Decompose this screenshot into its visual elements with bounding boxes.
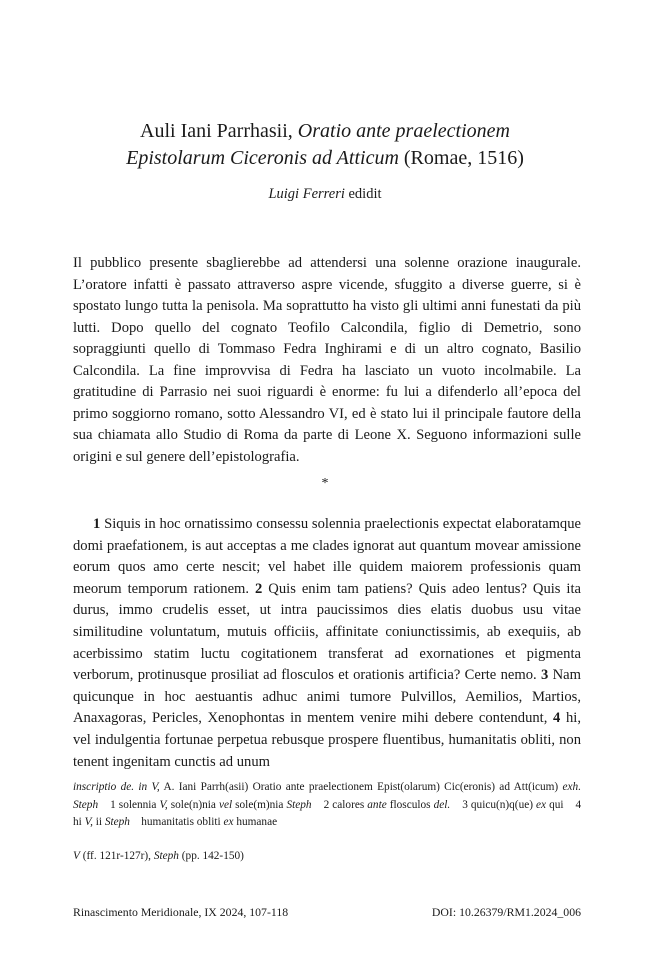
title-author: Auli Iani Parrhasii, (140, 120, 293, 142)
app-number-3: 3 (462, 798, 468, 811)
app-number-2: 2 (323, 798, 330, 811)
app-lemma-1: inscriptio de. in V, (73, 781, 160, 793)
app-text-11: ante (367, 798, 387, 811)
critical-apparatus (73, 779, 581, 832)
footer-journal: Rinascimento Meridionale, IX 2024, 107-118 (73, 905, 289, 919)
section-number-4: 4 (553, 710, 561, 727)
section-number-3: 3 (540, 667, 549, 684)
app-text-16: qui (549, 798, 564, 811)
app-text-5: V, (159, 798, 168, 811)
footer-doi: DOI: 10.26379/RM1.2024_006 (431, 905, 581, 919)
page-title (0, 118, 650, 172)
app-text-19: ii (95, 816, 103, 828)
siglum-steph-range: (pp. 142-150) (181, 850, 244, 862)
app-text-22: ex (223, 816, 234, 828)
latin-text (73, 514, 581, 773)
app-number-4: 4 (575, 798, 582, 811)
app-text-23: humanae (236, 816, 278, 828)
abstract-paragraph: Il pubblico presente sbaglierebbe ad attendersi una solenne orazione inaugurale. L’oratore infatti è passato attraverso aspre vicende, sfuggito a diverse guerre, si è spostato lungo tutta la penisola. Ma soprattutto ha visto gli ultimi anni funestati da più lutti. Dopo quello del cognato Teofilo Calcondila, figlio di Demetrio, sono sopraggiunti quello di Tommaso Fedra Inghirami e di un altro cognato, Basilio Calcondila. La fine improvvisa di Fedra ha lasciato un vuoto incolmabile. La gratitudine di Parrasio nei suoi riguardi è enorme: fu lui a difenderlo all’epoca del primo soggiorno romano, sotto Alessandro VI, ed è stato lui il principale fautore della sua chiamata allo Studio di Roma da parte di Leone X. Seguono informazioni sulle origini e sul genere dell’epistolografia. (73, 255, 581, 465)
latin-section-4: hi, vel indulgentia fortunae perpetua rebusque prospere fluentibus, humanitatis obliti, non tenent ingenitam cunctis ad unum (73, 710, 581, 770)
app-text-6: sole(n)nia (170, 798, 216, 811)
app-text-4: solennia (118, 798, 157, 811)
siglum-steph: Steph (153, 850, 179, 862)
app-text-14: quicu(n)q(ue) (470, 798, 533, 811)
editor-name: Luigi Ferreri (268, 186, 345, 202)
app-text-2: A. Iani Parrh(asii) Oratio ante praelectionem Epist(olarum) Cic(eronis) ad Att(icum) (163, 781, 559, 793)
section-number-2: 2 (255, 580, 263, 597)
page-footer (73, 904, 581, 920)
siglum-v: V (73, 850, 80, 862)
app-text-12: flosculos (389, 798, 431, 811)
app-text-3: exh. Steph (73, 781, 582, 811)
editor-line (0, 186, 650, 203)
app-number-1: 1 (110, 798, 116, 811)
app-text-20: Steph (104, 816, 130, 828)
title-block (0, 118, 650, 203)
editor-role: edidit (348, 186, 382, 202)
app-text-9: Steph (286, 798, 312, 811)
sigla-line (73, 848, 581, 865)
section-number-1: 1 (93, 516, 101, 532)
latin-section-3: Nam quicunque in hoc aestuantis adhuc animi tumore Pulvillos, Aemilios, Martios, Anaxagoras, Pericles, Xenophontas in mentem venire mihi debere contendunt, (73, 667, 581, 727)
latin-section-2: Quis enim tam patiens? Quis adeo lentus? Quis ita durus, immo crudelis esset, ut intra paucissimos dies elatis duobus usu vitae similitudine voluntatum, mutuis officiis, affinitate coniunctissimis, ab exequiis, ab acerbissimo statim luctu cogitationem transferat ad exornationes et pigmenta verborum, protinusque prosiliat ad flosculos et orationis artificia? Certe nemo. (73, 580, 582, 684)
title-line-1 (0, 118, 650, 145)
app-text-10: calores (332, 798, 365, 811)
latin-section-1: Siquis in hoc ornatissimo consessu solennia praelectionis expectat elaboratamque domi praefationem, is aut acceptas a me clades ignorat aut quantum movear amissione eorum quos amo certe nescit; vel habet ille quidem maiorem professionis quam meorum temporum rationem. (73, 516, 581, 597)
app-text-13: del. (433, 798, 451, 811)
title-place-date: (Romae, 1516) (403, 147, 524, 169)
app-text-17: hi (73, 816, 82, 828)
title-work-2: Epistolarum Ciceronis ad Atticum (126, 147, 399, 169)
section-separator: * (321, 476, 329, 491)
app-text-15: ex (536, 798, 547, 811)
title-work-1: Oratio ante praelectionem (297, 120, 510, 142)
title-line-2 (0, 145, 650, 172)
app-text-21: humanitatis obliti (141, 816, 221, 828)
app-text-18: V, (84, 816, 93, 828)
app-text-8: sole(m)nia (235, 798, 284, 811)
siglum-v-range: (ff. 121r-127r), (82, 850, 152, 862)
app-text-7: vel (218, 798, 233, 811)
